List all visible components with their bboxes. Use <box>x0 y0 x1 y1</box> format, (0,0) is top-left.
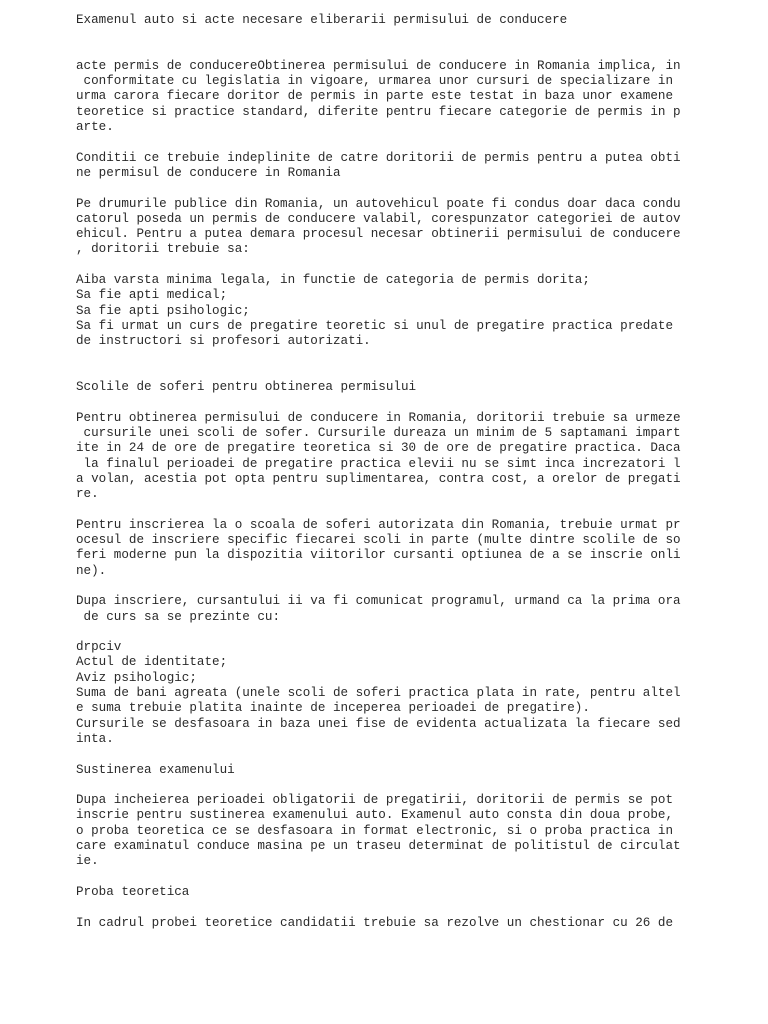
text-line: de instructori si profesori autorizati. <box>76 334 371 349</box>
blank-line <box>76 258 756 273</box>
text-line: Pentru inscrierea la o scoala de soferi autorizata din Romania, trebuie urmat pr <box>76 517 681 532</box>
text-line: acte permis de conducereObtinerea permisului de conducere in Romania implica, in <box>76 58 681 73</box>
text-line: Sustinerea examenului <box>76 762 235 777</box>
text-line: In cadrul probei teoretice candidatii trebuie sa rezolve un chestionar cu 26 de <box>76 915 674 930</box>
text-line: ne). <box>76 563 107 578</box>
blank-line <box>76 503 756 518</box>
text-line: e suma trebuie platita inainte de inceperea perioadei de pregatire). <box>76 701 590 716</box>
text-line: re. <box>76 487 99 502</box>
text-line: care examinatul conduce masina pe un traseu determinat de politistul de circulat <box>76 839 681 854</box>
text-line: Dupa inscriere, cursantului ii va fi comunicat programul, urmand ca la prima ora <box>76 594 681 609</box>
text-line: ne permisul de conducere in Romania <box>76 165 341 180</box>
blank-line <box>76 625 756 640</box>
text-line: ocesul de inscriere specific fiecarei scoli in parte (multe dintre scolile de so <box>76 533 681 548</box>
text-line: a volan, acestia pot opta pentru suplimentarea, contra cost, a orelor de pregati <box>76 471 681 486</box>
text-line: feri moderne pun la dispozitia viitorilor cursanti optiunea de a se inscrie onli <box>76 548 681 563</box>
document-page <box>76 13 756 931</box>
text-line: ite in 24 de ore de pregatire teoretica si 30 de ore de pregatire practica. Daca <box>76 441 681 456</box>
text-line: Proba teoretica <box>76 884 190 899</box>
blank-line <box>76 181 756 196</box>
text-line: Sa fie apti medical; <box>76 288 228 303</box>
text-line: Aiba varsta minima legala, in functie de categoria de permis dorita; <box>76 273 590 288</box>
text-line: la finalul perioadei de pregatire practica elevii nu se simt inca increzatori l <box>76 456 681 471</box>
blank-line <box>76 135 756 150</box>
blank-line <box>76 579 756 594</box>
blank-line <box>76 44 756 59</box>
text-line: Pentru obtinerea permisului de conducere in Romania, doritorii trebuie sa urmeze <box>76 410 681 425</box>
text-line: inscrie pentru sustinerea examenului auto. Examenul auto consta din doua probe, <box>76 808 674 823</box>
blank-line <box>76 365 756 380</box>
text-line: Scolile de soferi pentru obtinerea permisului <box>76 380 417 395</box>
text-line: urma carora fiecare doritor de permis in parte este testat in baza unor examene <box>76 89 674 104</box>
text-line: , doritorii trebuie sa: <box>76 242 250 257</box>
text-line: ie. <box>76 854 99 869</box>
text-line: Pe drumurile publice din Romania, un autovehicul poate fi condus doar daca condu <box>76 196 681 211</box>
text-line: Suma de bani agreata (unele scoli de soferi practica plata in rate, pentru altel <box>76 686 681 701</box>
text-line: de curs sa se prezinte cu: <box>76 609 281 624</box>
text-line: Actul de identitate; <box>76 655 228 670</box>
text-line: Conditii ce trebuie indeplinite de catre doritorii de permis pentru a putea obti <box>76 150 681 165</box>
blank-line <box>76 778 756 793</box>
text-line: Aviz psihologic; <box>76 670 197 685</box>
text-line: conformitate cu legislatia in vigoare, urmarea unor cursuri de specializare in <box>76 74 674 89</box>
text-line: cursurile unei scoli de sofer. Cursurile dureaza un minim de 5 saptamani impart <box>76 426 681 441</box>
text-line: Cursurile se desfasoara in baza unei fise de evidenta actualizata la fiecare sed <box>76 716 681 731</box>
blank-line <box>76 28 756 43</box>
blank-line <box>76 870 756 885</box>
blank-line <box>76 395 756 410</box>
text-line: arte. <box>76 120 114 135</box>
text-line: ehicul. Pentru a putea demara procesul necesar obtinerii permisului de conducere <box>76 227 681 242</box>
text-line: Dupa incheierea perioadei obligatorii de pregatirii, doritorii de permis se pot <box>76 793 674 808</box>
text-line: Sa fi urmat un curs de pregatire teoretic si unul de pregatire practica predate <box>76 318 674 333</box>
blank-line <box>76 747 756 762</box>
text-line: teoretice si practice standard, diferite pentru fiecare categorie de permis in p <box>76 104 681 119</box>
text-line: o proba teoretica ce se desfasoara in format electronic, si o proba practica in <box>76 823 674 838</box>
text-line: catorul poseda un permis de conducere valabil, corespunzator categoriei de autov <box>76 211 681 226</box>
blank-line <box>76 350 756 365</box>
text-line: inta. <box>76 731 114 746</box>
document-title: Examenul auto si acte necesare eliberarii permisului de conducere <box>76 13 568 27</box>
text-line: drpciv <box>76 640 122 655</box>
blank-line <box>76 900 756 915</box>
text-line: Sa fie apti psihologic; <box>76 303 250 318</box>
